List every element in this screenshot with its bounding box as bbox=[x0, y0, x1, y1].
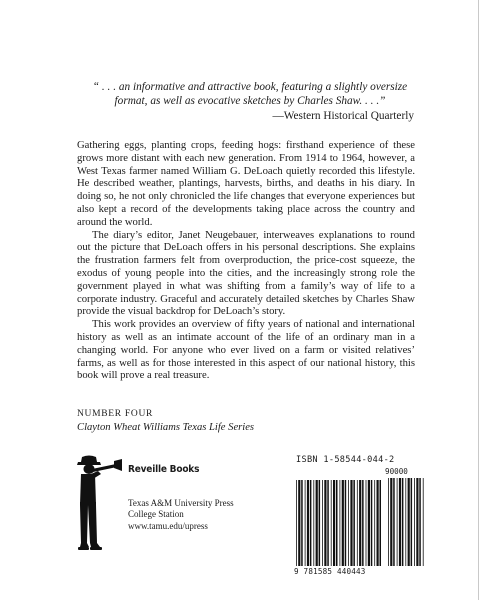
ean-number: 9 781585 440443 bbox=[294, 567, 366, 576]
barcode-bar bbox=[362, 480, 364, 566]
barcode-bar bbox=[298, 480, 300, 566]
barcode-bar bbox=[296, 480, 297, 566]
barcode-bar bbox=[336, 480, 338, 566]
barcode-bar bbox=[416, 478, 418, 566]
price-code: 90000 bbox=[385, 467, 408, 476]
imprint-name: Reveille Books bbox=[128, 464, 200, 475]
barcode-bar bbox=[388, 478, 389, 566]
barcode-bar bbox=[380, 480, 382, 566]
barcode-bar bbox=[301, 480, 303, 566]
barcode-bar bbox=[307, 480, 309, 566]
barcode-bar bbox=[419, 478, 421, 566]
barcode-bar bbox=[366, 480, 367, 566]
price-addon-barcode bbox=[388, 478, 428, 566]
barcode-bar bbox=[408, 478, 410, 566]
series-number: NUMBER FOUR bbox=[77, 409, 154, 419]
barcode-bar bbox=[423, 478, 424, 566]
review-quote bbox=[84, 80, 416, 123]
description-paragraph: This work provides an overview of fifty years of national and international history as well as an intimate account of the life of an ordinary man in a changing world. For anyone who ever lived on a farm or visited relatives’ farms, as well as for those interested in this aspect of our national history, this book will prove a real treasure. bbox=[77, 319, 415, 382]
barcode-bar bbox=[348, 480, 349, 566]
series-name: Clayton Wheat Williams Texas Life Series bbox=[77, 422, 255, 433]
barcode-bar bbox=[316, 480, 318, 566]
bugler-silhouette-icon bbox=[70, 455, 130, 565]
barcode-bar bbox=[377, 480, 379, 566]
barcode-bar bbox=[324, 480, 326, 566]
description bbox=[77, 140, 415, 383]
barcode-bar bbox=[399, 478, 401, 566]
publisher-url: www.tamu.edu/upress bbox=[128, 520, 208, 531]
barcode-bar bbox=[414, 478, 415, 566]
description-paragraph: The diary’s editor, Janet Neugebauer, interweaves explanations to round out the picture that DeLoach offers in his personal descriptions. She explains the frustration farmers felt from overproduction, the price-cost squeeze, the exodus of young people into the cities, and the increasingly strong role the government played in what was shifting from a family’s way of life to a corporate industry. Graceful and accurately detailed sketches by Charles Shaw provide the visual backdrop for DeLoach’s story. bbox=[77, 229, 415, 318]
barcode-bar bbox=[368, 480, 370, 566]
publisher-info bbox=[128, 498, 268, 532]
barcode-bar bbox=[313, 480, 314, 566]
barcode-bar bbox=[319, 480, 321, 566]
barcode-bar bbox=[340, 480, 341, 566]
barcode-bar bbox=[393, 478, 395, 566]
barcode-bar bbox=[390, 478, 392, 566]
barcode-bar bbox=[322, 480, 323, 566]
quote-text: “ . . . an informative and attractive book, featuring a slightly oversize format, as well as evocative sketches by Charles Shaw. . . .” bbox=[92, 81, 408, 107]
barcode-bar bbox=[305, 480, 306, 566]
barcode-bar bbox=[359, 480, 361, 566]
barcode-bar bbox=[357, 480, 358, 566]
barcode-bar bbox=[411, 478, 413, 566]
barcode-bar bbox=[374, 480, 375, 566]
description-paragraph: Gathering eggs, planting crops, feeding hogs: firsthand experience of these grows more distant with each new generation. From 1914 to 1964, however, a West Texas farmer named William G. DeLoach quietly recorded this lifestyle. He described weather, plantings, harvests, births, and deaths in his diary. In doing so, he not only chronicled the life changes that everyone experiences but also kept a record of the developments taking place across the country and around the world. bbox=[77, 140, 415, 228]
barcode-bar bbox=[353, 480, 355, 566]
barcode-bar bbox=[345, 480, 347, 566]
series-info bbox=[77, 408, 407, 434]
barcode-bar bbox=[327, 480, 329, 566]
quote-source: —Western Historical Quarterly bbox=[272, 110, 414, 122]
barcode-bar bbox=[397, 478, 398, 566]
ean-barcode bbox=[296, 480, 384, 566]
barcode-bar bbox=[333, 480, 335, 566]
barcode-bar bbox=[371, 480, 373, 566]
barcode-bar bbox=[331, 480, 332, 566]
publisher-city: College Station bbox=[128, 509, 184, 520]
barcode-bar bbox=[405, 478, 406, 566]
publisher-name: Texas A&M University Press bbox=[128, 498, 234, 508]
barcode-bar bbox=[402, 478, 404, 566]
barcode-bar bbox=[310, 480, 312, 566]
barcode-bar bbox=[350, 480, 352, 566]
isbn-label: ISBN 1-58544-044-2 bbox=[296, 455, 395, 465]
barcode-bar bbox=[342, 480, 344, 566]
